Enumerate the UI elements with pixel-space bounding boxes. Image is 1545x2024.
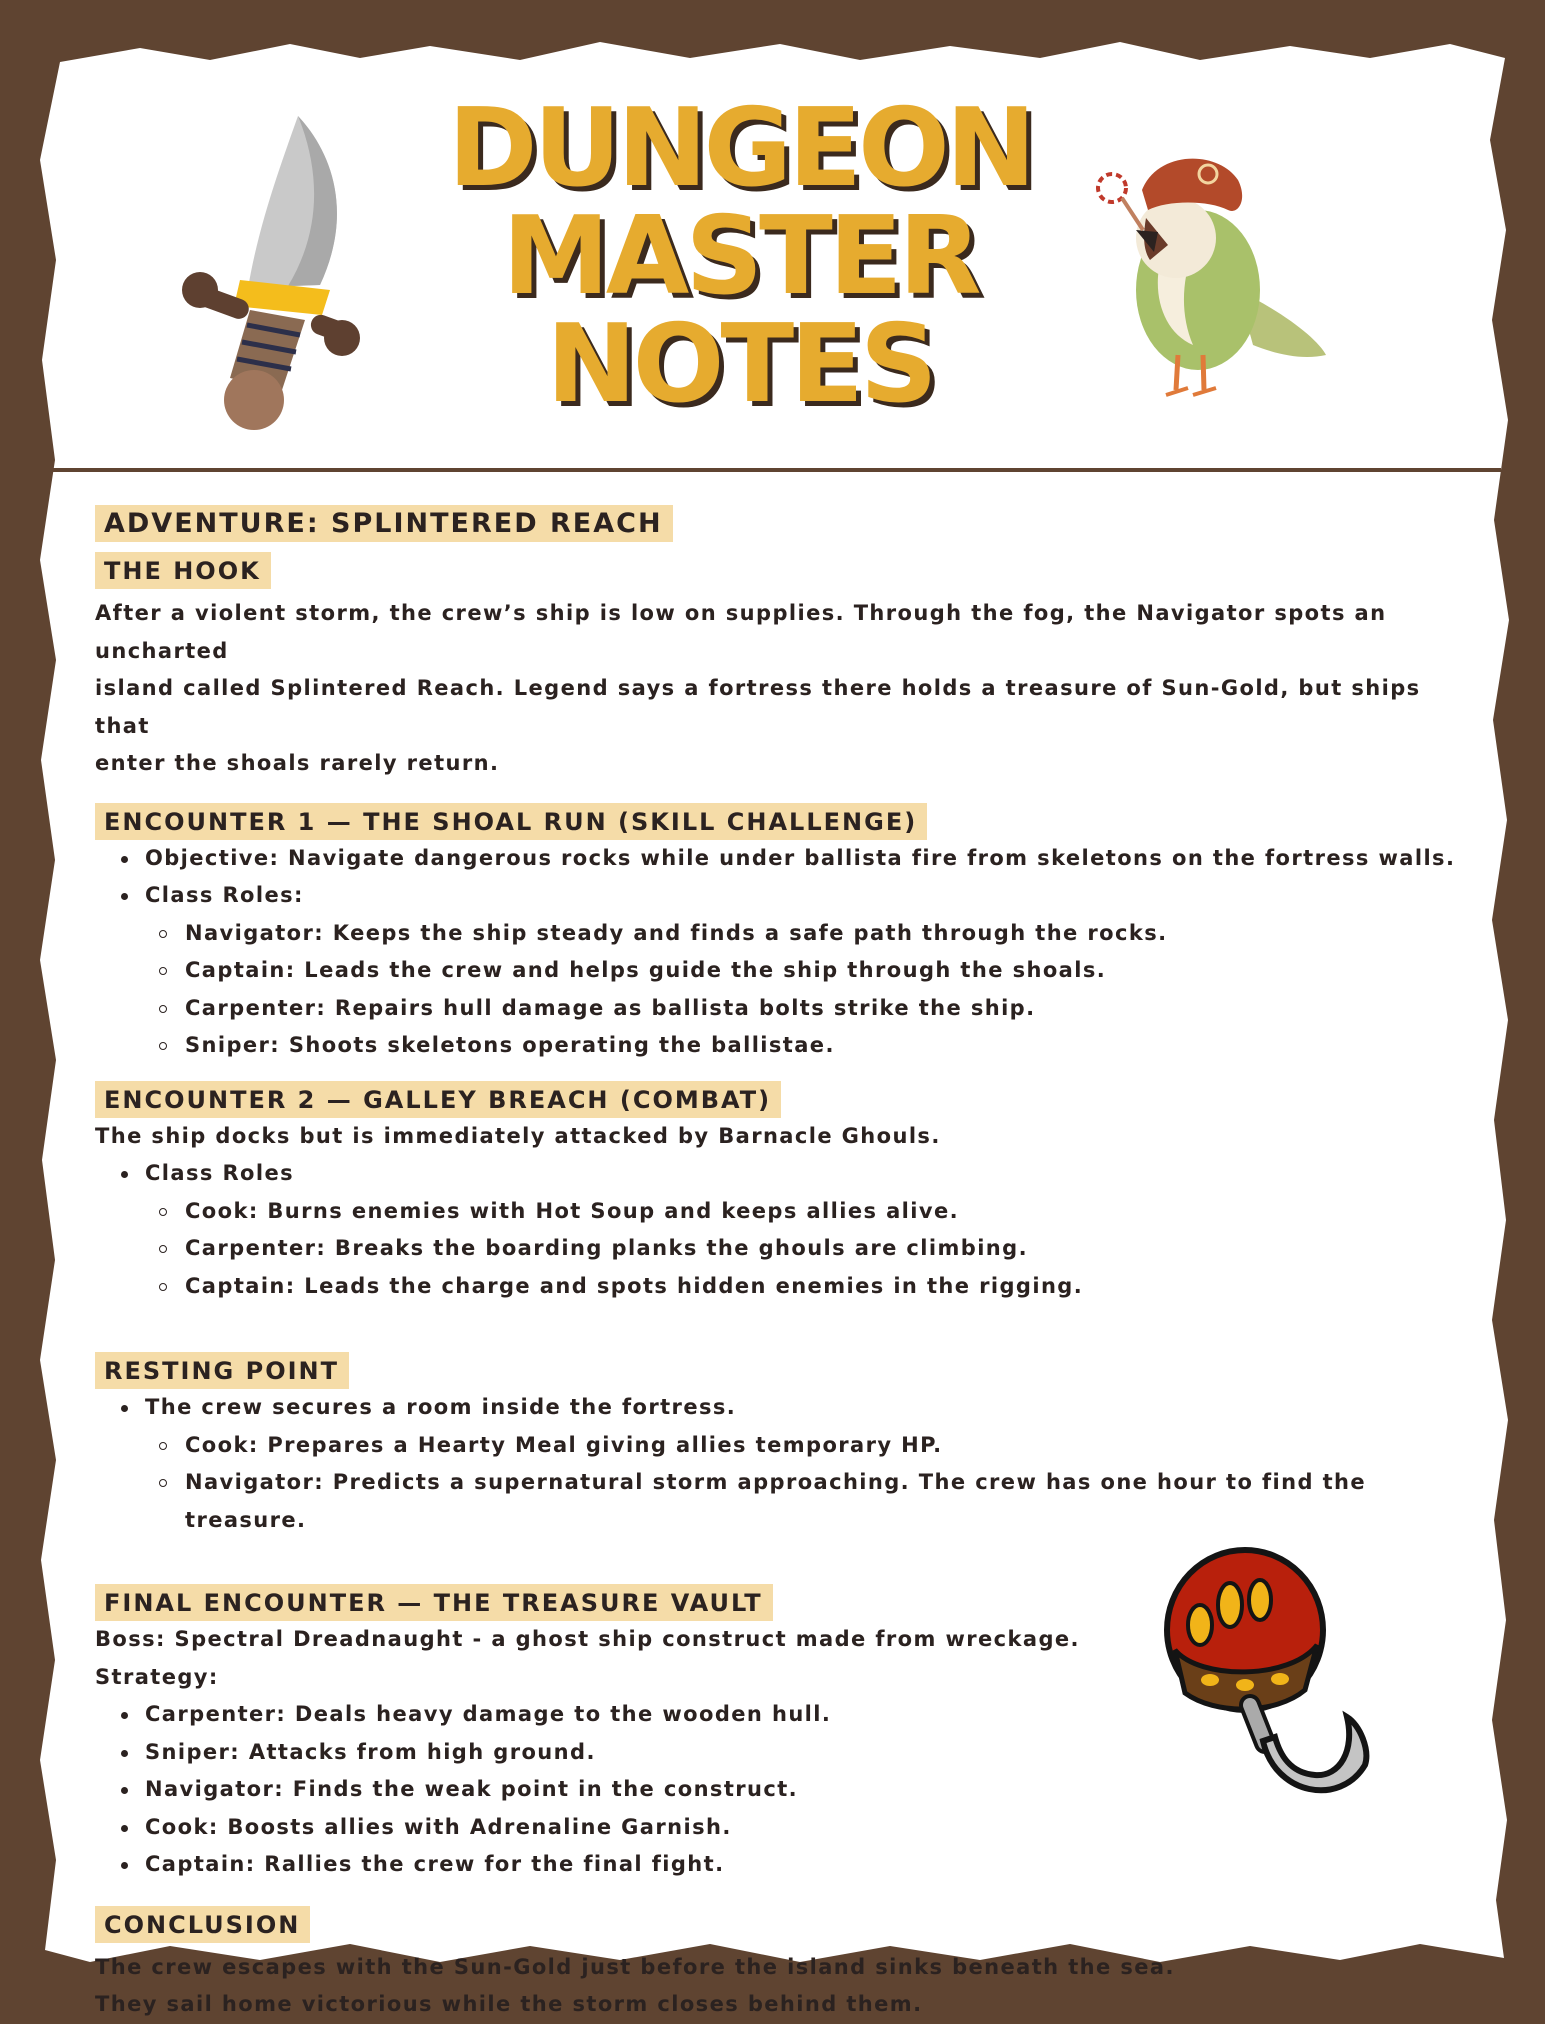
- encounter2-roles-label: Class Roles: [95, 1155, 1465, 1193]
- encounter1-role: Sniper: Shoots skeletons operating the ballistae.: [95, 1027, 1465, 1065]
- encounter1-role: Navigator: Keeps the ship steady and finds a safe path through the rocks.: [95, 915, 1465, 953]
- dagger-icon: [170, 110, 370, 440]
- page-title: [420, 86, 1060, 427]
- encounter2-intro: The ship docks but is immediately attacked by Barnacle Ghouls.: [95, 1123, 941, 1148]
- final-strategy-item: Captain: Rallies the crew for the final fight.: [95, 1846, 1465, 1884]
- resting-heading: RESTING POINT: [95, 1352, 349, 1389]
- final-strategy-item: Carpenter: Deals heavy damage to the wooden hull.: [95, 1696, 1465, 1734]
- final-strategy-item: Cook: Boosts allies with Adrenaline Garnish.: [95, 1809, 1465, 1847]
- encounter2-role: Carpenter: Breaks the boarding planks the ghouls are climbing.: [95, 1230, 1465, 1268]
- final-strategy-list: [95, 1696, 1465, 1884]
- parrot-icon: [1088, 140, 1328, 420]
- resting-item: The crew secures a room inside the fortress.: [95, 1389, 1465, 1427]
- header-divider: [46, 468, 1501, 472]
- adventure-heading: ADVENTURE: SPLINTERED REACH: [95, 505, 673, 542]
- hook-line-2: island called Splintered Reach. Legend says a fortress there holds a treasure of Sun-Gold, but ships that: [95, 676, 1421, 738]
- resting-subitem: Cook: Prepares a Hearty Meal giving allies temporary HP.: [95, 1427, 1465, 1465]
- encounter2-list: [95, 1155, 1465, 1305]
- final-strategy-item: Navigator: Finds the weak point in the construct.: [95, 1771, 1465, 1809]
- conclusion-line-1: The crew escapes with the Sun-Gold just before the island sinks beneath the sea.: [95, 1954, 1175, 1979]
- encounter2-role: Captain: Leads the charge and spots hidden enemies in the rigging.: [95, 1268, 1465, 1306]
- notes-content: [95, 505, 1465, 2024]
- final-strategy-label: Strategy:: [95, 1664, 219, 1689]
- final-boss: Boss: Spectral Dreadnaught - a ghost ship construct made from wreckage.: [95, 1627, 1080, 1651]
- encounter1-objective: Objective: Navigate dangerous rocks while under ballista fire from skeletons on the fortress walls.: [95, 840, 1465, 878]
- hook-line-3: enter the shoals rarely return.: [95, 751, 500, 775]
- title-line-1: DUNGEON: [447, 86, 1033, 211]
- conclusion-line-2: They sail home victorious while the storm closes behind them.: [95, 1992, 923, 2016]
- encounter1-list: [95, 840, 1465, 1065]
- hook-line-1: After a violent storm, the crew’s ship is low on supplies. Through the fog, the Navigator spots an uncharted: [95, 601, 1387, 663]
- title-line-3: NOTES: [546, 302, 934, 427]
- title-line-2: MASTER: [502, 194, 978, 319]
- resting-subitem: Navigator: Predicts a supernatural storm approaching. The crew has one hour to find the treasure.: [95, 1464, 1465, 1539]
- hook-heading: THE HOOK: [95, 552, 271, 589]
- final-strategy-item: Sniper: Attacks from high ground.: [95, 1734, 1465, 1772]
- encounter2-heading: ENCOUNTER 2 — GALLEY BREACH (COMBAT): [95, 1081, 781, 1118]
- encounter2-role: Cook: Burns enemies with Hot Soup and keeps allies alive.: [95, 1193, 1465, 1231]
- resting-list: [95, 1389, 1465, 1539]
- encounter1-role: Captain: Leads the crew and helps guide the ship through the shoals.: [95, 952, 1465, 990]
- encounter1-heading: ENCOUNTER 1 — THE SHOAL RUN (SKILL CHALLENGE): [95, 803, 927, 840]
- conclusion-heading: CONCLUSION: [95, 1906, 310, 1943]
- encounter1-role: Carpenter: Repairs hull damage as ballista bolts strike the ship.: [95, 990, 1465, 1028]
- final-heading: FINAL ENCOUNTER — THE TREASURE VAULT: [95, 1584, 773, 1621]
- encounter1-roles-label: Class Roles:: [95, 877, 1465, 915]
